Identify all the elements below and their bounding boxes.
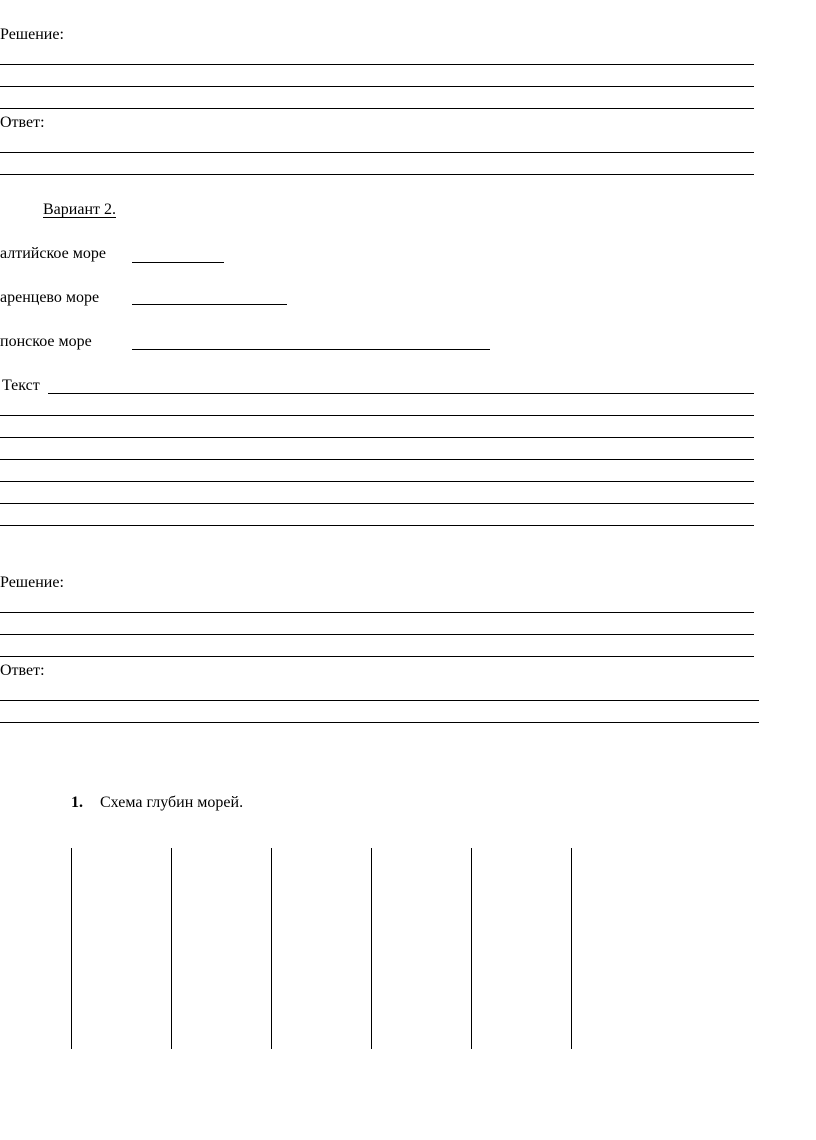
answer-label-1: Ответ: (0, 114, 45, 131)
solution-label-1: Решение: (0, 26, 64, 43)
answer-line (0, 174, 754, 175)
sea-answer-blank[interactable] (132, 349, 490, 350)
solution-line (0, 86, 754, 87)
depth-scheme-line (171, 848, 172, 1049)
depth-scheme-line (71, 848, 72, 1049)
solution-line (0, 108, 754, 109)
sea-label-barents: аренцево море (0, 289, 100, 306)
solution-line (0, 656, 754, 657)
text-line[interactable] (0, 503, 754, 504)
text-line[interactable] (48, 393, 754, 394)
variant-heading: Вариант 2. (43, 201, 116, 218)
text-line[interactable] (0, 525, 754, 526)
answer-label-2: Ответ: (0, 662, 45, 679)
solution-label-2: Решение: (0, 574, 64, 591)
sea-label-baltic: алтийское море (0, 245, 106, 262)
text-line[interactable] (0, 459, 754, 460)
depth-scheme-line (371, 848, 372, 1049)
sea-answer-blank[interactable] (132, 304, 287, 305)
text-line[interactable] (0, 437, 754, 438)
answer-line (0, 700, 759, 701)
text-line[interactable] (0, 415, 754, 416)
task-number: 1. (71, 794, 83, 811)
sea-answer-blank[interactable] (132, 262, 224, 263)
depth-scheme-line (471, 848, 472, 1049)
text-line[interactable] (0, 481, 754, 482)
text-label: Текст (2, 377, 40, 394)
depth-scheme-line (271, 848, 272, 1049)
sea-label-japan: понское море (0, 333, 92, 350)
depth-scheme-line (571, 848, 572, 1049)
answer-line (0, 722, 759, 723)
task-title: Схема глубин морей. (100, 794, 244, 811)
answer-line (0, 152, 754, 153)
solution-line (0, 612, 754, 613)
solution-line (0, 634, 754, 635)
solution-line (0, 64, 754, 65)
